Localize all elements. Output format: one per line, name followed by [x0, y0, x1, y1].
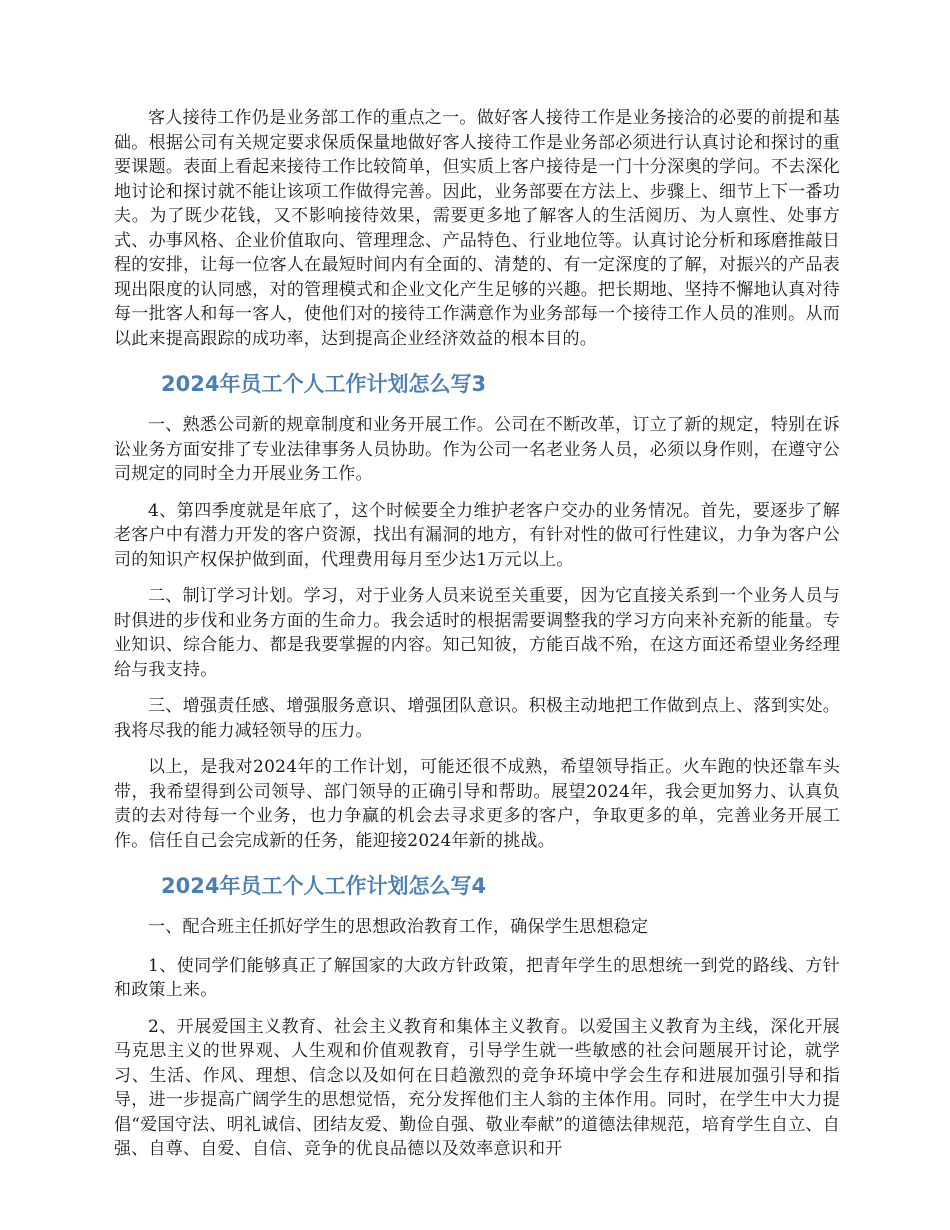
- section-4-paragraph-1: 一、配合班主任抓好学生的思想政治教育工作，确保学生思想稳定: [148, 917, 649, 937]
- section-3-paragraph-1: 一、熟悉公司新的规章制度和业务开展工作。公司在不断改革，订立了新的规定，特别在诉讼业务方面安排了专业法律事务人员协助。作为公司一名老业务人员，必须以身作则，在遵守公司规定的同时全力开展业务工作。: [114, 415, 840, 484]
- section-3-heading: 2024年员工个人工作计划怎么写3: [161, 372, 487, 396]
- section-3-paragraph-2: 4、第四季度就是年底了，这个时候要全力维护老客户交办的业务情况。首先，要逐步了解老客户中有潜力开发的客户资源，找出有漏洞的地方，有针对性的做可行性建议，力争为客户公司的知识产权保护做到面，代理费用每月至少达1万元以上。: [114, 500, 840, 570]
- intro-paragraph: 客人接待工作仍是业务部工作的重点之一。做好客人接待工作是业务接洽的必要的前提和基础。根据公司有关规定要求保质保量地做好客人接待工作是业务部必须进行认真讨论和探讨的重要课题。表面上看起来接待工作比较简单，但实质上客户接待是一门十分深奥的学问。不去深化地讨论和探讨就不能让该项工作做得完善。因此，业务部要在方法上、步骤上、细节上下一番功夫。为了既少花钱，又不影响接待效果，需要更多地了解客人的生活阅历、为人禀性、处事方式、办事风格、企业价值取向、管理理念、产品特色、行业地位等。认真讨论分析和琢磨推敲日程的安排，让每一位客人在最短时间内有全面的、清楚的、有一定深度的了解，对振兴的产品表现出限度的认同感，对的管理模式和企业文化产生足够的兴趣。把长期地、坚持不懈地认真对待每一批客人和每一客人，使他们对的接待工作满意作为业务部每一个接待工作人员的准则。从而以此来提高跟踪的成功率，达到提高企业经济效益的根本目的。: [114, 108, 840, 349]
- section-3-paragraph-3: 二、制订学习计划。学习，对于业务人员来说至关重要，因为它直接关系到一个业务人员与时俱进的步伐和业务方面的生命力。我会适时的根据需要调整我的学习方向来补充新的能量。专业知识、综合能力、都是我要掌握的内容。知己知彼，方能百战不殆，在这方面还希望业务经理给与我支持。: [114, 586, 840, 680]
- section-4-paragraph-2: 1、使同学们能够真正了解国家的大政方针政策，把青年学生的思想统一到党的路线、方针和政策上来。: [114, 955, 840, 1000]
- section-3-paragraph-4: 三、增强责任感、增强服务意识、增强团队意识。积极主动地把工作做到点上、落到实处。我将尽我的能力减轻领导的压力。: [114, 696, 840, 741]
- section-4-heading: 2024年员工个人工作计划怎么写4: [161, 874, 487, 898]
- document-page: [114, 106, 840, 1174]
- section-3-paragraph-5: 以上，是我对2024年的工作计划，可能还很不成熟，希望领导指正。火车跑的快还靠车头带，我希望得到公司领导、部门领导的正确引导和帮助。展望2024年，我会更加努力、认真负责的去对待每一个业务，也力争赢的机会去寻求更多的客户，争取更多的单，完善业务开展工作。信任自己会完成新的任务，能迎接2024年新的挑战。: [114, 757, 840, 851]
- section-4-paragraph-3: 2、开展爱国主义教育、社会主义教育和集体主义教育。以爱国主义教育为主线，深化开展马克思主义的世界观、人生观和价值观教育，引导学生就一些敏感的社会问题展开讨论，就学习、生活、作风、理想、信念以及如何在日趋激烈的竞争环境中学会生存和进展加强引导和指导，进一步提高广阔学生的思想觉悟，充分发挥他们主人翁的主体作用。同时，在学生中大力提倡“爱国守法、明礼诚信、团结友爱、勤俭自强、敬业奉献”的道德法律规范，培育学生自立、自强、自尊、自爱、自信、竞争的优良品德以及效率意识和开: [114, 1016, 840, 1159]
